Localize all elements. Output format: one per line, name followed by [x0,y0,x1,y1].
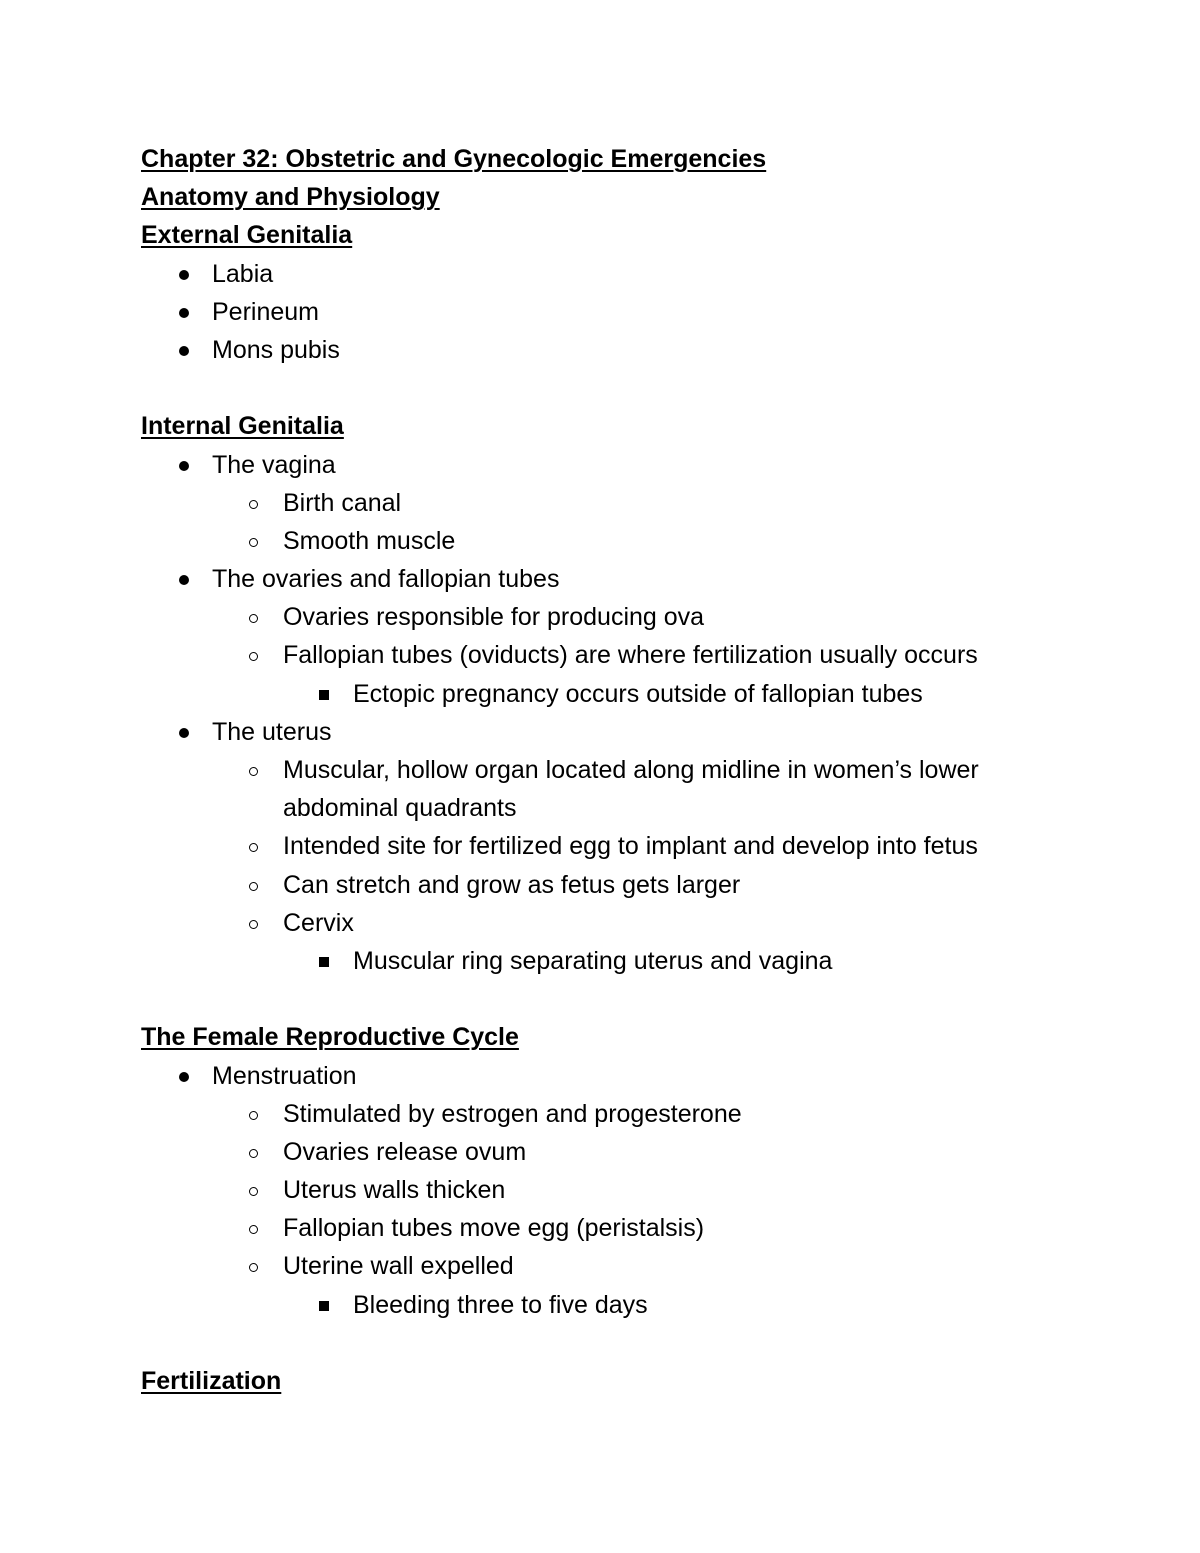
circle-bullet-icon [249,1263,258,1272]
list-item-text: Perineum [212,297,319,326]
bullet-icon [179,346,189,356]
list-item-text: Fallopian tubes (oviducts) are where fertilization usually occurs [283,641,978,670]
list-item-text: Fallopian tubes move egg (peristalsis) [283,1214,705,1243]
list-item-text: Intended site for fertilized egg to implant and develop into fetus [283,832,978,861]
list-item [141,484,1081,522]
list-item-text: Can stretch and grow as fetus gets larger [283,870,741,899]
list-item-text: Bleeding three to five days [353,1290,648,1319]
list-item-text: Labia [212,259,274,288]
list-item [141,904,1081,942]
list-item [141,1171,1081,1209]
circle-bullet-icon [249,1187,258,1196]
bullet-icon [179,270,189,280]
circle-bullet-icon [249,500,258,509]
circle-bullet-icon [249,767,258,776]
list-item [141,331,1081,369]
subsection-heading-external: External Genitalia [141,221,353,250]
square-bullet-icon [319,690,329,700]
subsection-heading-cycle: The Female Reproductive Cycle [141,1023,519,1052]
list-item-text: Uterus walls thicken [283,1176,506,1205]
list-item-text: Ectopic pregnancy occurs outside of fallopian tubes [353,679,923,708]
circle-bullet-icon [249,614,258,623]
list-item-text: Mons pubis [212,335,340,364]
bullet-icon [179,308,189,318]
list-item [141,942,1081,980]
document-page [141,140,1081,1400]
list-item-continuation [141,789,1081,827]
circle-bullet-icon [249,1225,258,1234]
list-item [141,1247,1081,1285]
list-item [141,1095,1081,1133]
spacer [141,980,1081,1018]
subsection-heading-fertilization: Fertilization [141,1367,282,1395]
list-item [141,522,1081,560]
list-item [141,1057,1081,1095]
spacer [141,369,1081,407]
list-item-text: The uterus [212,717,332,746]
list-item [141,255,1081,293]
list-item-text: abdominal quadrants [283,794,517,823]
document-title: Chapter 32: Obstetric and Gynecologic Emergencies [141,145,767,173]
list-item-text: The ovaries and fallopian tubes [212,565,560,594]
list-item-text: Ovaries release ovum [283,1137,527,1166]
square-bullet-icon [319,957,329,967]
list-item-text: Uterine wall expelled [283,1252,514,1281]
circle-bullet-icon [249,1149,258,1158]
bullet-icon [179,461,189,471]
circle-bullet-icon [249,843,258,852]
list-item-text: Muscular ring separating uterus and vagina [353,946,833,975]
list-item-text: Ovaries responsible for producing ova [283,603,705,632]
subsection-heading-internal: Internal Genitalia [141,412,344,441]
bullet-icon [179,1072,189,1082]
list-item-text: Smooth muscle [283,526,456,555]
list-item [141,713,1081,751]
section-heading-anatomy: Anatomy and Physiology [141,183,440,212]
list-item [141,866,1081,904]
list-item [141,675,1081,713]
list-item-text: Birth canal [283,488,402,517]
circle-bullet-icon [249,882,258,891]
list-item [141,1286,1081,1324]
list-item-text: Muscular, hollow organ located along midline in women’s lower [283,756,979,784]
list-item [141,1209,1081,1247]
list-item-text: The vagina [212,450,336,479]
list-item [141,1133,1081,1171]
list-item [141,293,1081,331]
list-item-text: Stimulated by estrogen and progesterone [283,1099,742,1128]
list-item [141,827,1081,865]
circle-bullet-icon [249,652,258,661]
circle-bullet-icon [249,920,258,929]
circle-bullet-icon [249,1111,258,1120]
bullet-icon [179,575,189,585]
list-item-text: Menstruation [212,1061,357,1090]
square-bullet-icon [319,1301,329,1311]
list-item [141,598,1081,636]
bullet-icon [179,728,189,738]
list-item-text: Cervix [283,908,354,937]
spacer [141,1324,1081,1362]
list-item [141,560,1081,598]
list-item [141,751,1081,789]
list-item [141,446,1081,484]
circle-bullet-icon [249,538,258,547]
list-item [141,636,1081,674]
